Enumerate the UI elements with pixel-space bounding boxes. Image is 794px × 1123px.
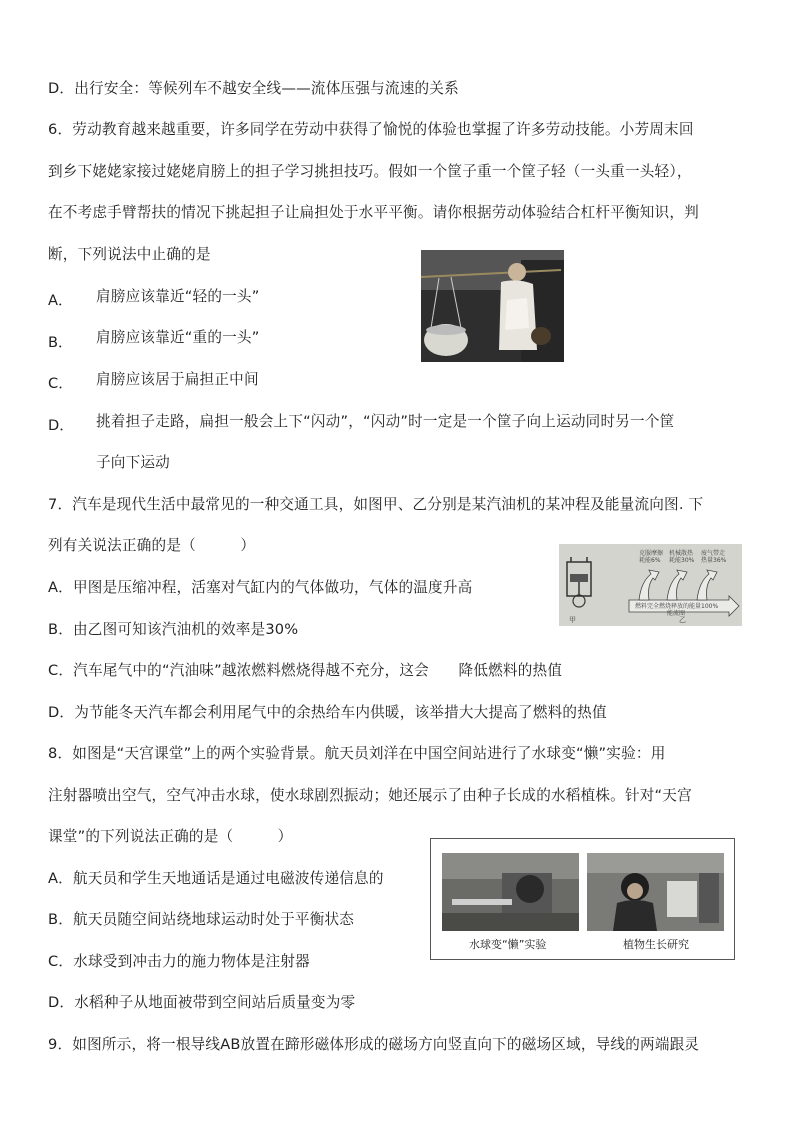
q7-energy-input: 燃料完全燃烧释放的能量100% (635, 603, 719, 610)
q7-engine-energy-figure (559, 544, 742, 626)
q6-stem-line4: 断，下列说法中止确的是 (48, 246, 211, 263)
q6-option-b-letter: B． (48, 334, 73, 351)
q7-option-c: C．汽车尾气中的“汽油味”越浓燃料燃烧得越不充分，这会 降低燃料的热值 (48, 662, 563, 679)
q6-stem-line2: 到乡下姥姥家接过姥姥肩膀上的担子学习挑担技巧。假如一个筐子重一个筐子轻（一头重一头轻）， (48, 163, 692, 180)
q8-option-b: B．航天员随空间站绕地球运动时处于平衡状态 (48, 911, 355, 928)
q6-option-c-text: 肩膀应该居于扁担正中间 (96, 371, 259, 388)
q7-stem-line2: 列有关说法正确的是（ ） (48, 537, 256, 554)
q8-water-ball-photo (442, 853, 579, 931)
q7-diagram-name: 能流图 (667, 610, 686, 617)
q8-stem-line3: 课堂”的下列说法正确的是（ ） (48, 828, 293, 845)
q5-option-d: D．出行安全：等候列车不越安全线——流体压强与流速的关系 (48, 80, 459, 97)
q8-option-d: D．水稻种子从地面被带到空间站后质量变为零 (48, 994, 356, 1011)
q7-option-d: D．为节能冬天汽车都会利用尾气中的余热给车内供暖，该举措大大提高了燃料的热值 (48, 704, 607, 721)
q7-stem-line1: 7．汽车是现代生活中最常见的一种交通工具，如图甲、乙分别是某汽油机的某冲程及能量流向图. 下 (48, 496, 704, 513)
q8-tiangong-figure (430, 838, 735, 960)
q7-option-a: A．甲图是压缩冲程，活塞对气缸内的气体做功，气体的温度升高 (48, 579, 473, 596)
q6-stem-line1: 6．劳动教育越来越重要，许多同学在劳动中获得了愉悦的体验也掌握了许多劳动技能。小芳周末回 (48, 121, 694, 138)
q8-plant-research-photo (587, 853, 724, 931)
q7-label-yi: 乙 (679, 616, 686, 624)
q6-option-a-letter: A． (48, 292, 73, 309)
q7-loss-exhaust: 废气带走 热量36% (701, 550, 727, 564)
q8-stem-line1: 8．如图是“天宫课堂”上的两个实验背景。航天员刘洋在中国空间站进行了水球变“懒”实验：用 (48, 745, 666, 762)
q6-option-d-letter: D． (48, 417, 74, 434)
q6-option-d-continued: 子向下运动 (96, 454, 170, 471)
q8-caption-plant: 植物生长研究 (623, 938, 689, 951)
q6-stem-line3: 在不考虑手臂帮扶的情况下挑起担子让扁担处于水平平衡。请你根据劳动体验结合杠杆平衡知识，判 (48, 204, 699, 221)
q8-option-c: C．水球受到冲击力的施力物体是注射器 (48, 953, 310, 970)
q8-stem-line2: 注射器喷出空气，空气冲击水球，使水球剧烈振动；她还展示了由种子长成的水稻植株。针对“天宫 (48, 787, 692, 804)
q7-option-b: B．由乙图可知该汽油机的效率是30% (48, 621, 299, 638)
q6-option-c-letter: C． (48, 375, 73, 392)
q6-option-b-text: 肩膀应该靠近“重的一头” (96, 329, 260, 346)
q6-shoulder-pole-photo (421, 250, 564, 362)
q7-loss-friction: 克服摩擦 耗能6% (639, 550, 664, 564)
q7-label-jia: 甲 (569, 616, 576, 624)
q6-option-d-text: 挑着担子走路，扁担一般会上下“闪动”，“闪动”时一定是一个筐子向上运动同时另一个筐 (96, 413, 675, 430)
q9-stem-line1: 9．如图所示，将一根导线AB放置在蹄形磁体形成的磁场方向竖直向下的磁场区域，导线的两端跟灵 (48, 1036, 700, 1053)
q8-option-a: A．航天员和学生天地通话是通过电磁波传递信息的 (48, 870, 384, 887)
q7-loss-heat: 机械散热 耗能30% (669, 550, 695, 564)
q8-caption-water-ball: 水球变“懒”实验 (469, 938, 547, 951)
q6-option-a-text: 肩膀应该靠近“轻的一头” (96, 288, 260, 305)
